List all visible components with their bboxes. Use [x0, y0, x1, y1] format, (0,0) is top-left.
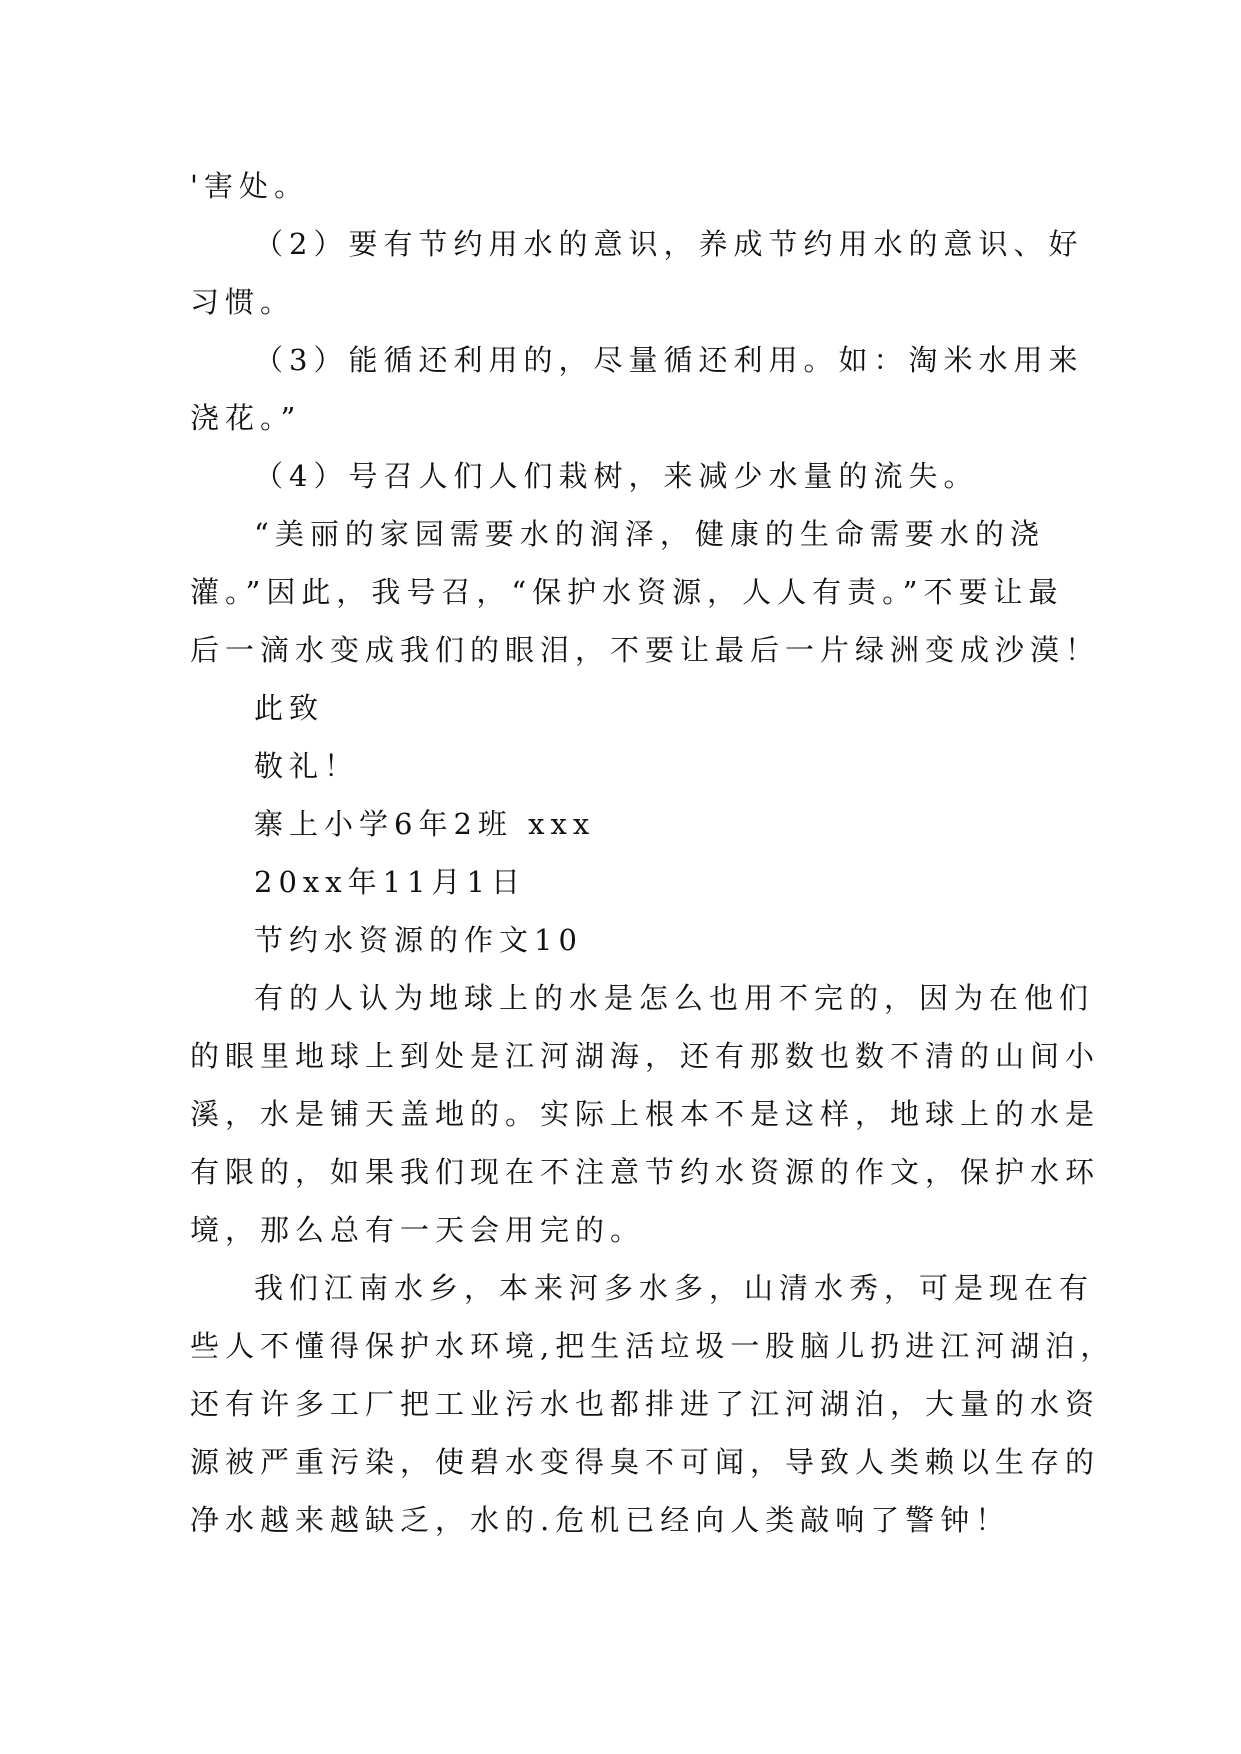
text-line: 后一滴水变成我们的眼泪，不要让最后一片绿洲变成沙漠！ [190, 633, 1101, 667]
signature-line: 寨上小学6年2班 xxx [254, 807, 596, 841]
text-line: 净水越来越缺乏，水的.危机已经向人类敲响了警钟！ [190, 1503, 1011, 1537]
date-line: 20xx年11月1日 [254, 865, 526, 899]
document-body [190, 157, 1116, 1549]
text-line: 溪，水是铺天盖地的。实际上根本不是这样，地球上的水是 [190, 1097, 1101, 1131]
text-line: 的眼里地球上到处是江河湖海，还有那数也数不清的山间小 [190, 1039, 1101, 1073]
salutation-line: 敬礼！ [254, 749, 360, 783]
closing-line: 此致 [254, 691, 325, 725]
list-item-3-line: （3）能循还利用的，尽量循还利用。如：淘米水用来 [254, 343, 1084, 377]
paragraph-line: 有的人认为地球上的水是怎么也用不完的，因为在他们 [254, 981, 1095, 1015]
section-title: 节约水资源的作文10 [254, 923, 583, 957]
text-line: 源被严重污染，使碧水变得臭不可闻，导致人类赖以生存的 [190, 1445, 1101, 1479]
text-line: 境，那么总有一天会用完的。 [190, 1213, 646, 1247]
text-line: '害处。 [190, 169, 309, 203]
text-line: 浇花。” [190, 401, 302, 435]
text-line: 些人不懂得保护水环境,把生活垃圾一股脑儿扔进江河湖泊， [190, 1329, 1116, 1363]
paragraph-line: “美丽的家园需要水的润泽，健康的生命需要水的浇 [254, 517, 1045, 551]
list-item-2-line: （2）要有节约用水的意识，养成节约用水的意识、好 [254, 227, 1084, 261]
text-line: 习惯。 [190, 285, 296, 319]
list-item-4-line: （4）号召人们人们栽树，来减少水量的流失。 [254, 459, 979, 493]
text-line: 还有许多工厂把工业污水也都排进了江河湖泊，大量的水资 [190, 1387, 1101, 1421]
text-line: 灌。”因此，我号召，“保护水资源，人人有责。”不要让最 [190, 575, 1064, 609]
paragraph-line: 我们江南水乡，本来河多水多，山清水秀，可是现在有 [254, 1271, 1095, 1305]
text-line: 有限的，如果我们现在不注意节约水资源的作文，保护水环 [190, 1155, 1101, 1189]
